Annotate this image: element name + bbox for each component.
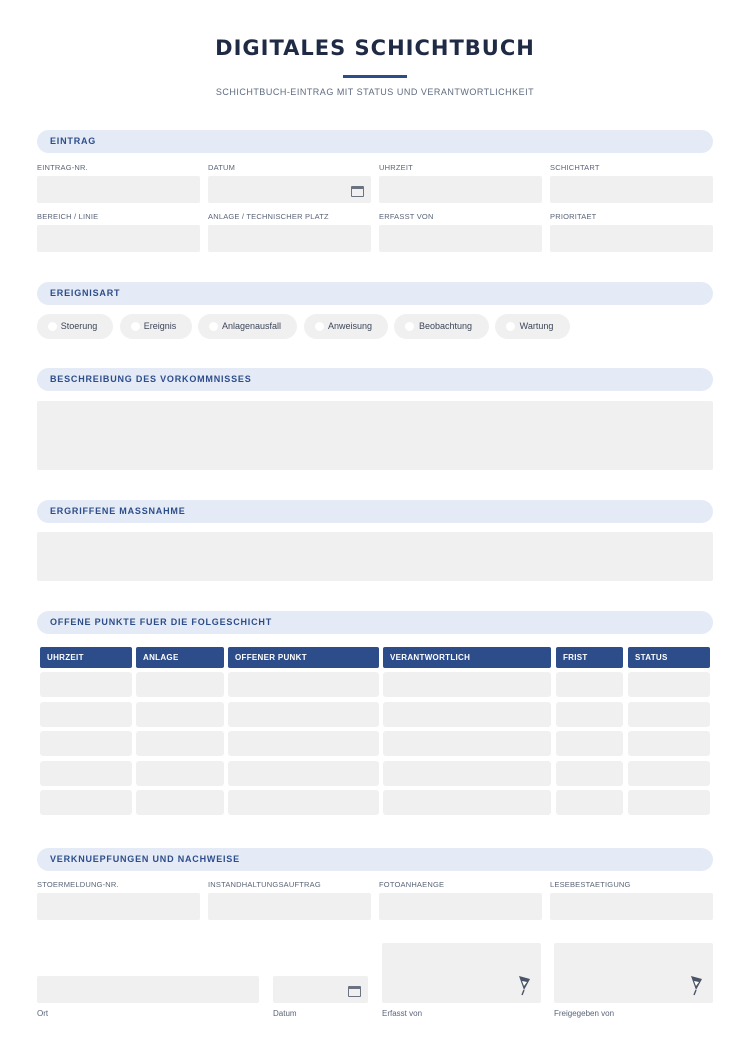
section-open-items-header: OFFENE PUNKTE FUER DIE FOLGESCHICHT — [37, 611, 713, 634]
column-header-plant: ANLAGE — [136, 647, 224, 668]
table-cell[interactable] — [383, 672, 551, 697]
table-cell[interactable] — [628, 702, 710, 727]
event-option-anlagenausfall[interactable] — [198, 314, 297, 339]
section-entry-header: EINTRAG — [37, 130, 713, 153]
event-option-beobachtung[interactable] — [394, 314, 489, 339]
event-option-label: Stoerung — [60, 321, 98, 331]
table-cell[interactable] — [136, 702, 224, 727]
event-option-label: Anlagenausfall — [221, 321, 282, 331]
table-cell[interactable] — [628, 731, 710, 756]
table-cell[interactable] — [556, 761, 623, 786]
entry-number-field[interactable] — [37, 176, 200, 203]
column-header-open-item: OFFENER PUNKT — [228, 647, 379, 668]
priority-field[interactable] — [550, 225, 713, 252]
section-description-header: BESCHREIBUNG DES VORKOMMNISSES — [37, 368, 713, 391]
table-cell[interactable] — [383, 702, 551, 727]
recorded-by-signature-label: Erfasst von — [382, 1009, 423, 1018]
table-cell[interactable] — [628, 790, 710, 815]
photo-attachments-label: FOTOANHAENGE — [379, 880, 445, 889]
shift-type-field[interactable] — [550, 176, 713, 203]
table-cell[interactable] — [556, 672, 623, 697]
table-cell[interactable] — [136, 672, 224, 697]
calendar-icon[interactable] — [348, 986, 361, 997]
page-title: DIGITALES SCHICHTBUCH — [215, 36, 535, 60]
event-option-label: Ereignis — [143, 321, 177, 331]
event-option-wartung[interactable] — [495, 314, 570, 339]
table-cell[interactable] — [556, 731, 623, 756]
footer-date-field[interactable] — [273, 976, 368, 1003]
read-confirmation-label: LESEBESTAETIGUNG — [550, 880, 631, 889]
event-option-ereignis[interactable] — [120, 314, 192, 339]
event-option-stoerung[interactable] — [37, 314, 113, 339]
table-cell[interactable] — [556, 702, 623, 727]
area-line-field[interactable] — [37, 225, 200, 252]
date-label: DATUM — [208, 163, 236, 172]
table-cell[interactable] — [136, 761, 224, 786]
event-option-label: Wartung — [519, 321, 554, 331]
plant-label: ANLAGE / TECHNISCHER PLATZ — [208, 212, 329, 221]
table-cell[interactable] — [228, 790, 379, 815]
approved-by-signature-label: Freigegeben von — [554, 1009, 615, 1018]
pen-icon — [516, 974, 532, 996]
column-header-time: UHRZEIT — [40, 647, 132, 668]
maintenance-order-field[interactable] — [208, 893, 371, 920]
section-measures-header: ERGRIFFENE MASSNAHME — [37, 500, 713, 523]
recorded-by-label: ERFASST VON — [379, 212, 434, 221]
time-field[interactable] — [379, 176, 542, 203]
table-cell[interactable] — [383, 731, 551, 756]
table-cell[interactable] — [228, 672, 379, 697]
table-cell[interactable] — [40, 702, 132, 727]
area-line-label: BEREICH / LINIE — [37, 212, 99, 221]
fault-report-label: STOERMELDUNG-NR. — [37, 880, 119, 889]
table-cell[interactable] — [628, 672, 710, 697]
place-field[interactable] — [37, 976, 259, 1003]
table-cell[interactable] — [228, 761, 379, 786]
column-header-status: STATUS — [628, 647, 710, 668]
pen-icon — [688, 974, 704, 996]
calendar-icon[interactable] — [351, 186, 364, 197]
priority-label: PRIORITAET — [550, 212, 597, 221]
title-underline — [343, 75, 407, 78]
recorded-by-field[interactable] — [379, 225, 542, 252]
maintenance-order-label: INSTANDHALTUNGSAUFTRAG — [208, 880, 321, 889]
table-cell[interactable] — [228, 702, 379, 727]
place-label: Ort — [37, 1009, 49, 1018]
event-option-anweisung[interactable] — [304, 314, 388, 339]
photo-attachments-field[interactable] — [379, 893, 542, 920]
approved-by-signature[interactable] — [554, 943, 713, 1003]
column-header-responsible: VERANTWORTLICH — [383, 647, 551, 668]
table-cell[interactable] — [40, 761, 132, 786]
table-cell[interactable] — [628, 761, 710, 786]
table-cell[interactable] — [228, 731, 379, 756]
time-label: UHRZEIT — [379, 163, 413, 172]
entry-number-label: EINTRAG-NR. — [37, 163, 88, 172]
event-option-label: Beobachtung — [418, 321, 473, 331]
description-textarea[interactable] — [37, 401, 713, 470]
table-cell[interactable] — [40, 672, 132, 697]
date-field[interactable] — [208, 176, 371, 203]
table-cell[interactable] — [556, 790, 623, 815]
table-cell[interactable] — [40, 731, 132, 756]
page-subtitle: SCHICHTBUCH-EINTRAG MIT STATUS UND VERANTWORTLICHKEIT — [215, 87, 535, 97]
plant-field[interactable] — [208, 225, 371, 252]
column-header-deadline: FRIST — [556, 647, 623, 668]
section-event-type-header: EREIGNISART — [37, 282, 713, 305]
table-cell[interactable] — [136, 731, 224, 756]
section-links-header: VERKNUEPFUNGEN UND NACHWEISE — [37, 848, 713, 871]
shift-type-label: SCHICHTART — [550, 163, 600, 172]
table-cell[interactable] — [40, 790, 132, 815]
recorded-by-signature[interactable] — [382, 943, 541, 1003]
event-option-label: Anweisung — [327, 321, 373, 331]
read-confirmation-field[interactable] — [550, 893, 713, 920]
table-cell[interactable] — [383, 790, 551, 815]
footer-date-label: Datum — [273, 1009, 297, 1018]
measures-textarea[interactable] — [37, 532, 713, 581]
table-cell[interactable] — [383, 761, 551, 786]
fault-report-field[interactable] — [37, 893, 200, 920]
table-cell[interactable] — [136, 790, 224, 815]
